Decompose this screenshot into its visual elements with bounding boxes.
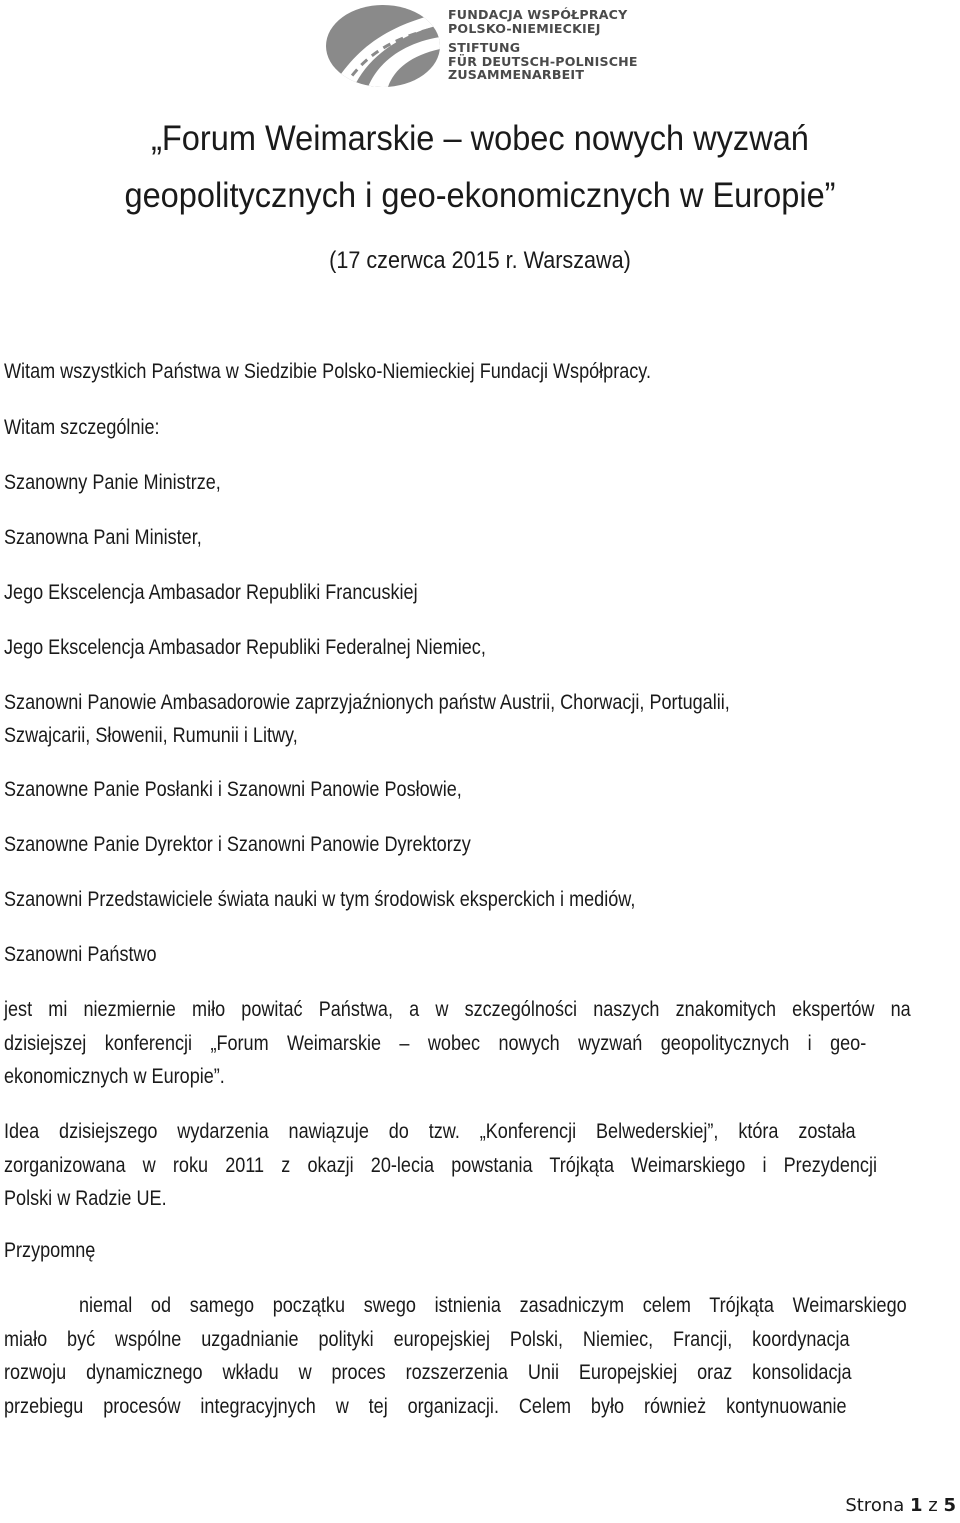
text-line: dzisiejszej konferencji „Forum Weimarskie – wobec nowych wyzwań geopolitycznych i geo- [4, 1031, 867, 1055]
greeting-all: Szanowni Państwo [4, 943, 157, 966]
document-title [34, 110, 927, 224]
paragraph-special: Witam szczególnie: [4, 416, 160, 439]
page-label: Strona [845, 1495, 905, 1516]
paragraph-pleasure [4, 993, 960, 1094]
document-subtitle: (17 czerwca 2015 r. Warszawa) [329, 247, 631, 274]
title-line-1: „Forum Weimarskie – wobec nowych wyzwań [151, 119, 809, 158]
title-line-2: geopolitycznych i geo-ekonomicznych w Europie” [124, 176, 836, 215]
text-line: zorganizowana w roku 2011 z okazji 20-lecia powstania Trójkąta Weimarskiego i Prezydencji [4, 1153, 877, 1177]
page-current: 1 [910, 1495, 923, 1516]
logo-line: FÜR DEUTSCH-POLNISCHE [448, 53, 638, 69]
text-line: niemal od samego początku swego istnienia zasadniczym celem Trójkąta Weimarskiego [79, 1294, 907, 1317]
greeting-ambassador-fr: Jego Ekscelencja Ambasador Republiki Francuskiej [4, 581, 418, 604]
text-line: jest mi niezmiernie miło powitać Państwa, a w szczególności naszych znakomitych ekspertów na [4, 998, 911, 1021]
logo-text [448, 8, 648, 82]
paragraph-remind: Przypomnę [4, 1239, 96, 1262]
text-line: Polski w Radzie UE. [4, 1187, 167, 1210]
text-line: przebiegu procesów integracyjnych w tej organizacji. Celem było również kontynuowanie [4, 1394, 847, 1418]
greeting-minister-m: Szanowny Panie Ministrze, [4, 471, 221, 494]
text-line: ekonomicznych w Europie”. [4, 1065, 225, 1088]
paragraph-welcome: Witam wszystkich Państwa w Siedzibie Polsko-Niemieckiej Fundacji Współpracy. [4, 360, 652, 383]
paragraph-history [4, 1289, 960, 1423]
greeting-ambassadors-l2: Szwajcarii, Słowenii, Rumunii i Litwy, [4, 724, 298, 747]
greeting-ambassador-de: Jego Ekscelencja Ambasador Republiki Federalnej Niemiec, [4, 636, 486, 659]
logo-line: STIFTUNG [448, 40, 521, 56]
text-line: rozwoju dynamicznego wkładu w proces rozszerzenia Unii Europejskiej oraz konsolidacja [4, 1361, 852, 1384]
greeting-deputies: Szanowne Panie Posłanki i Szanowni Panowie Posłowie, [4, 778, 462, 801]
logo-line: FUNDACJA WSPÓŁPRACY [448, 7, 628, 22]
greeting-minister-f: Szanowna Pani Minister, [4, 526, 202, 549]
text-line: miało być wspólne uzgadnianie polityki europejskiej Polski, Niemiec, Francji, koordynacja [4, 1327, 850, 1351]
text-line: Idea dzisiejszego wydarzenia nawiązuje do tzw. „Konferencji Belwederskiej”, która została [4, 1120, 856, 1143]
logo-line: POLSKO-NIEMIECKIEJ [448, 20, 601, 36]
page-number [845, 1495, 956, 1516]
foundation-logo [322, 2, 642, 88]
paragraph-idea [4, 1115, 960, 1216]
greeting-directors: Szanowne Panie Dyrektor i Szanowni Panowie Dyrektorzy [4, 833, 471, 856]
road-globe-icon [324, 3, 442, 87]
page-total: 5 [943, 1495, 956, 1516]
greeting-ambassadors-l1: Szanowni Panowie Ambasadorowie zaprzyjaźnionych państw Austrii, Chorwacji, Portugalii, [4, 691, 730, 714]
page-sep: z [928, 1495, 938, 1516]
logo-line: ZUSAMMENARBEIT [448, 67, 585, 83]
greeting-science: Szanowni Przedstawiciele świata nauki w tym środowisk eksperckich i mediów, [4, 888, 636, 911]
